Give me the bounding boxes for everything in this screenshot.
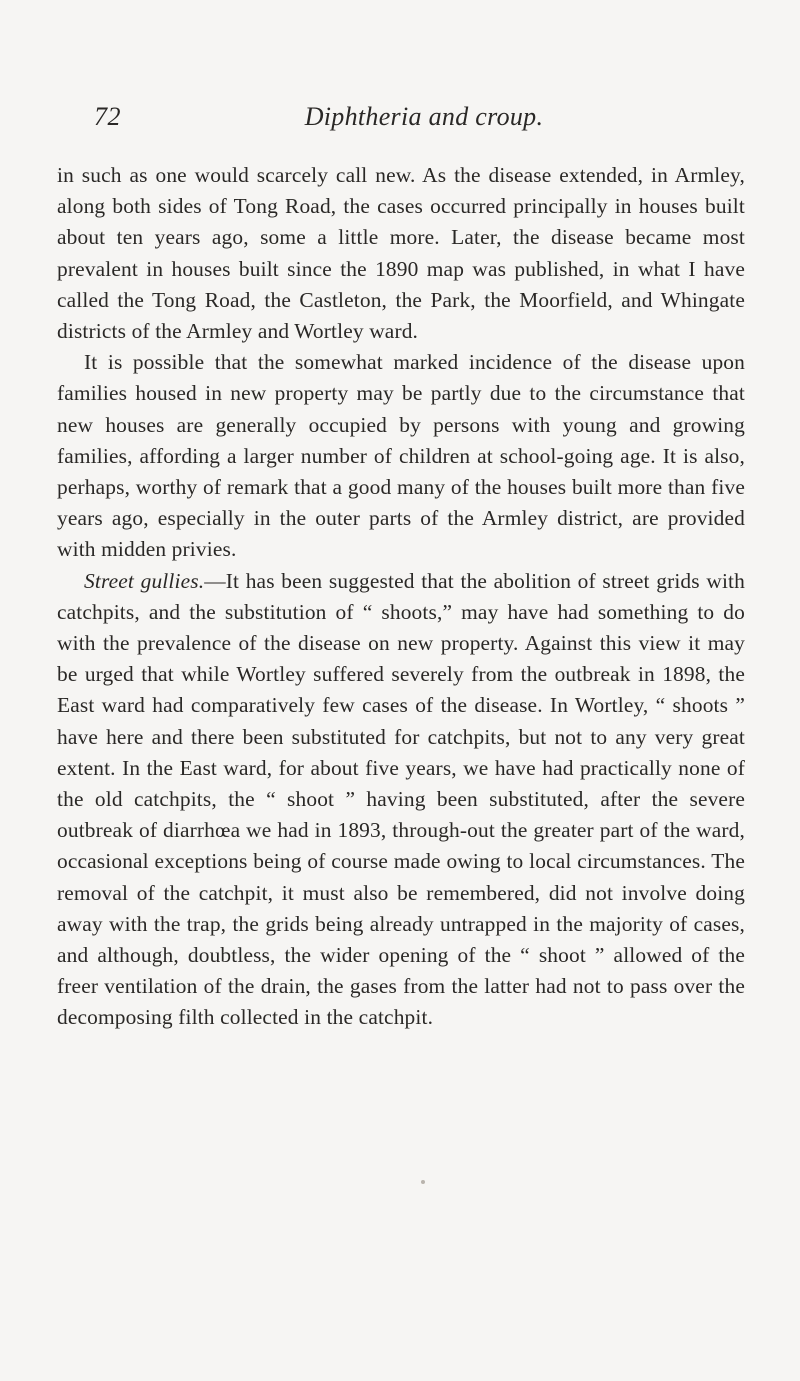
body-text [57,160,745,1034]
paragraph-3-text: —It has been suggested that the abolition of street grids with catchpits, and the substitution of “ shoots,” may have had something to do with the prevalence of the disease on new property. Against this view it may be urged that while Wortley suffered severely from the outbreak in 1898, the East ward had comparatively few cases of the disease. In Wortley, “ shoots ” have here and there been substituted for catchpits, but not to any very great extent. In the East ward, for about five years, we have had practically none of the old catchpits, the “ shoot ” having been substituted, after the severe outbreak of diarrhœa we had in 1893, through-out the greater part of the ward, occasional exceptions being of course made owing to local circumstances. The removal of the catchpit, it must also be remembered, did not involve doing away with the trap, the grids being already untrapped in the majority of cases, and although, doubtless, the wider opening of the “ shoot ” allowed of the freer ventilation of the drain, the gases from the latter had not to pass over the decomposing filth collected in the catchpit. [57,568,745,1030]
paragraph-2-text: It is possible that the somewhat marked incidence of the disease upon families housed in new property may be partly due to the circumstance that new houses are generally occupied by persons with young and growing families, affording a larger number of children at school-going age. It is also, perhaps, worthy of remark that a good many of the houses built more than five years ago, especially in the outer parts of the Armley district, are provided with midden privies. [57,350,745,562]
page-number: 72 [94,102,121,131]
paragraph-1 [57,160,745,347]
paper-speck [421,1180,425,1184]
paragraph-3 [57,566,745,1034]
side-heading-street-gullies: Street gullies. [84,568,205,593]
paragraph-1-text: in such as one would scarcely call new. As the disease extended, in Armley, along both sides of Tong Road, the cases occurred principally in houses built about ten years ago, some a little more. Later, the disease became most prevalent in houses built since the 1890 map was published, in what I have called the Tong Road, the Castleton, the Park, the Moorfield, and Whingate districts of the Armley and Wortley ward. [57,163,745,344]
running-title: Diphtheria and croup. [304,102,544,131]
page-header [94,102,754,142]
paragraph-2 [57,347,745,565]
